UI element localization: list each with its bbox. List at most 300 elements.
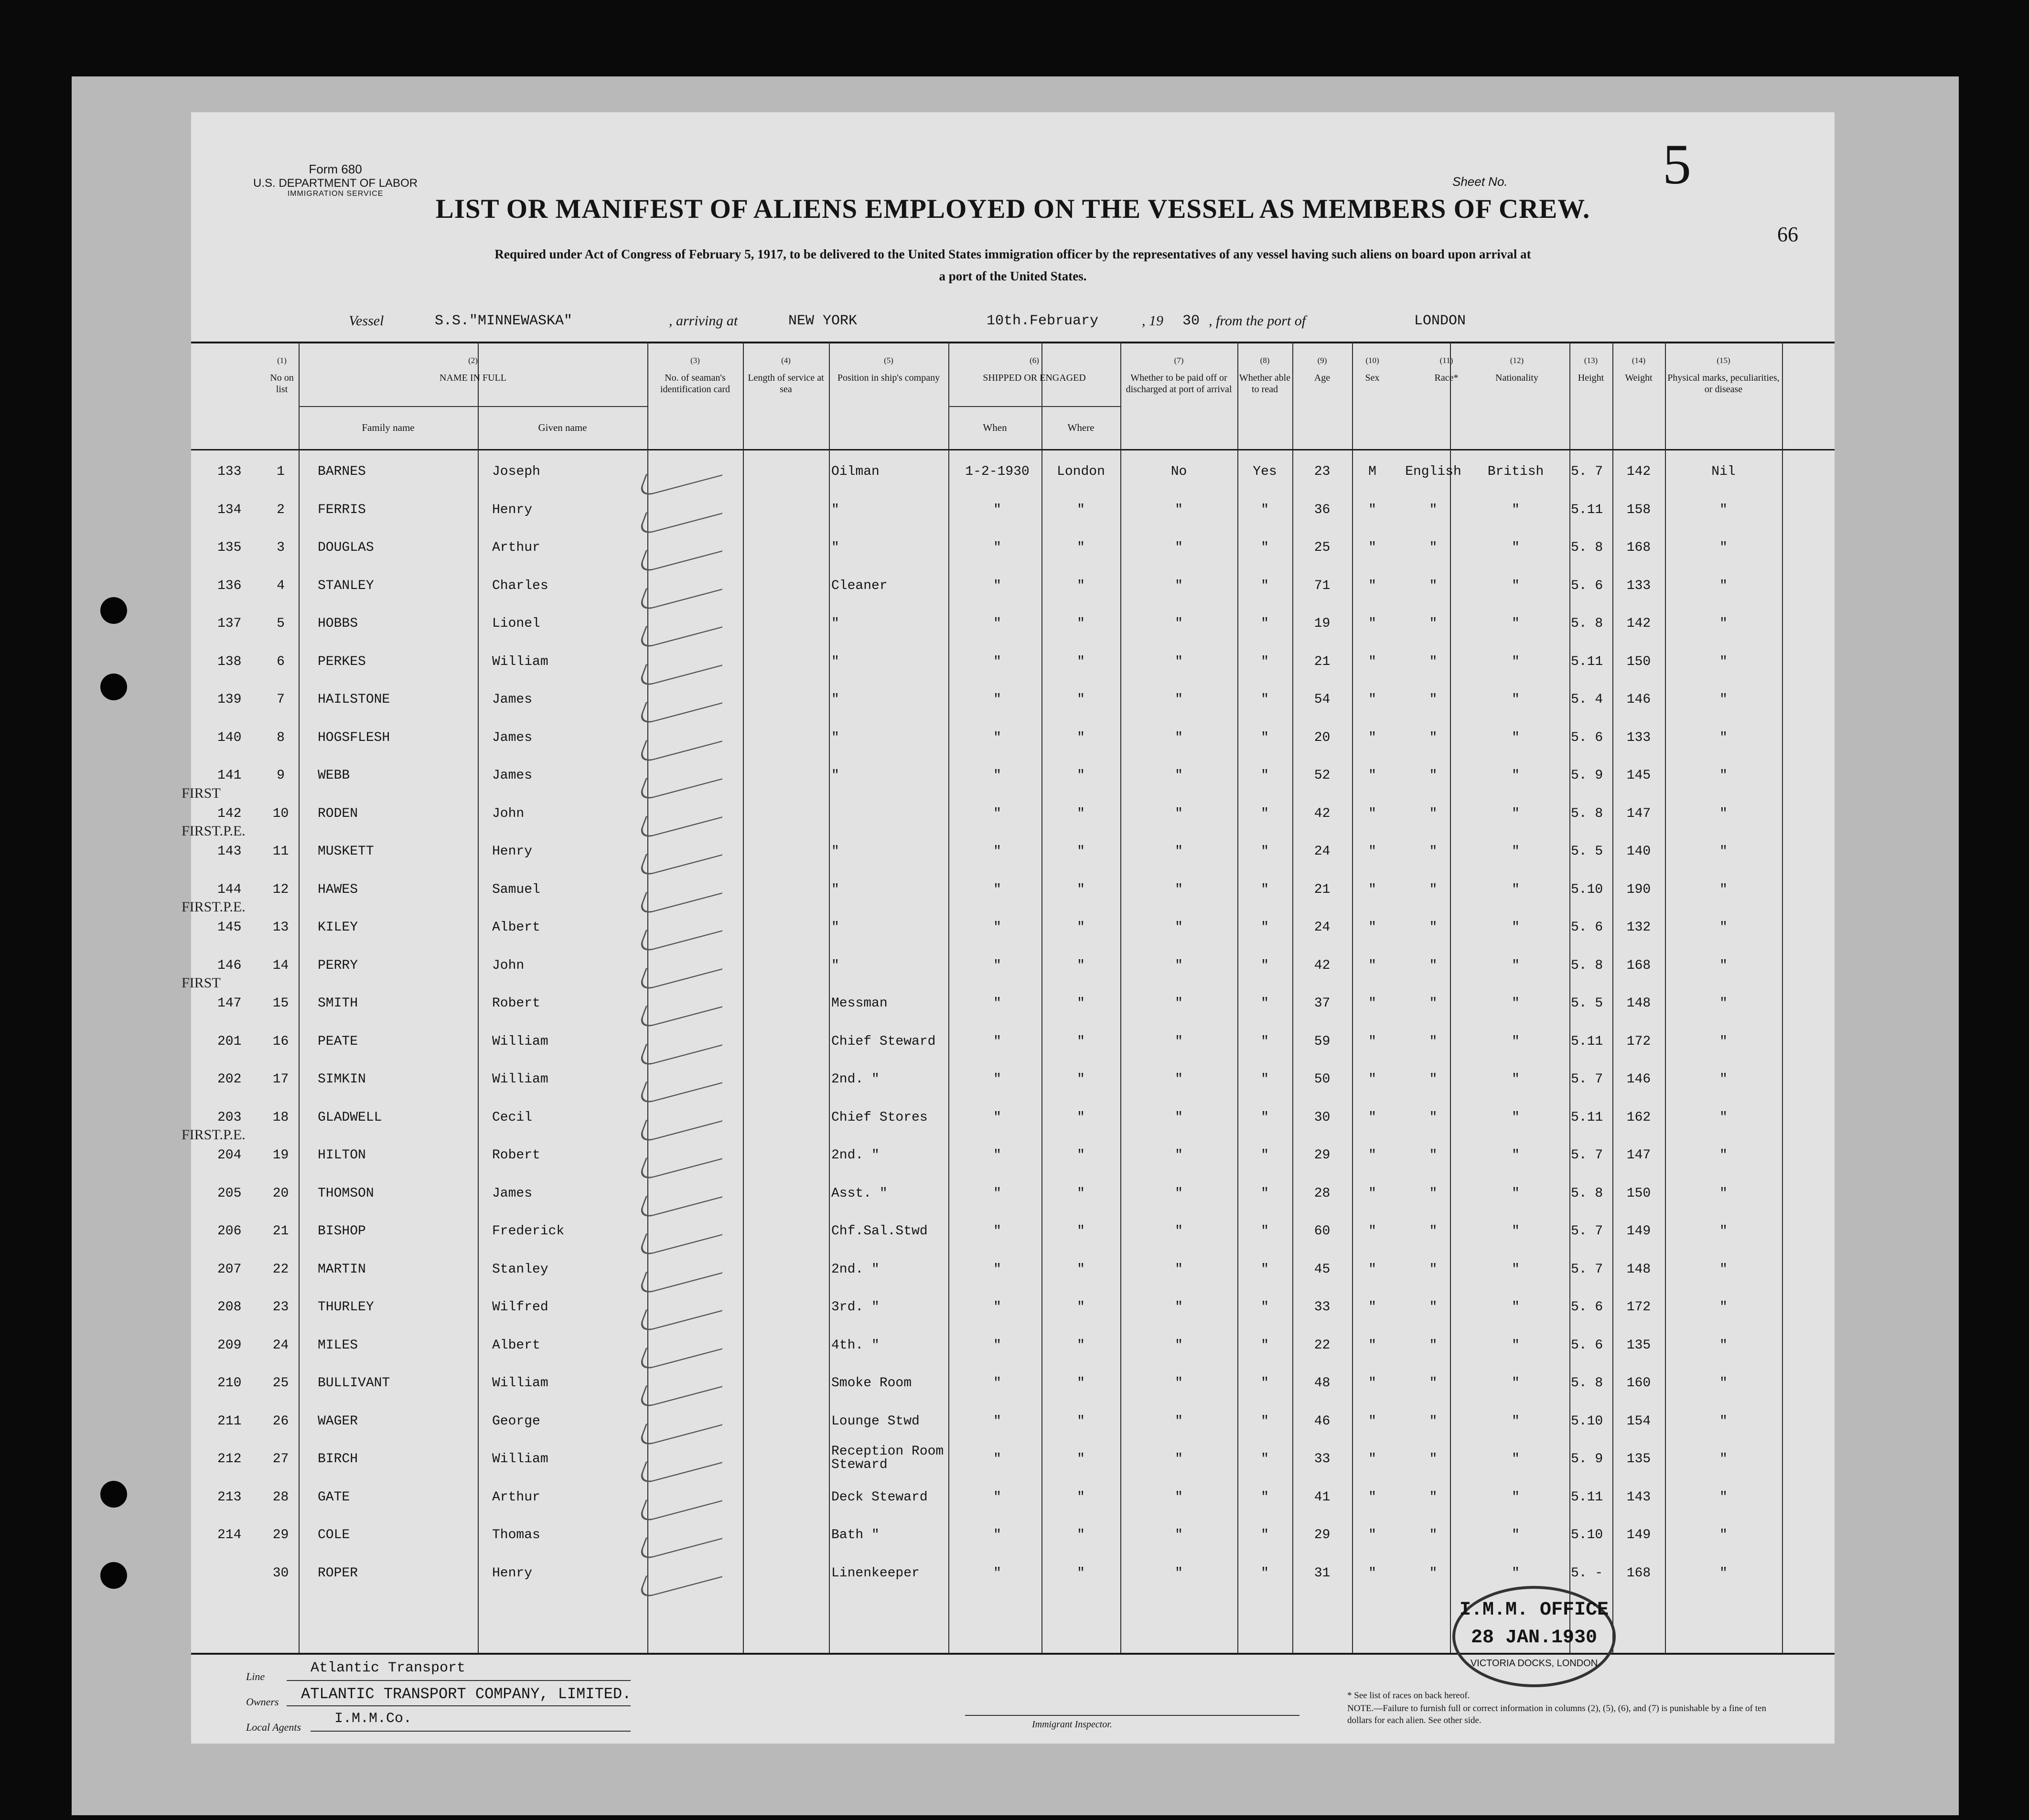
physical-marks: "	[1719, 1224, 1728, 1239]
position: "	[831, 616, 839, 631]
weight: 168	[1626, 540, 1651, 555]
family-name: SIMKIN	[318, 1072, 366, 1087]
table-row	[191, 1061, 1835, 1100]
nationality: "	[1512, 1376, 1520, 1391]
height: 5.11	[1571, 1034, 1603, 1049]
weight: 160	[1626, 1376, 1651, 1391]
given-name: William	[492, 1072, 548, 1087]
table-row	[191, 530, 1835, 568]
list-number: 22	[272, 1262, 289, 1277]
shipped-when: "	[993, 1034, 1001, 1049]
col-head-weight	[1612, 356, 1665, 384]
nationality: "	[1512, 1224, 1520, 1239]
given-name: Albert	[492, 1338, 540, 1353]
col-num: (5)	[884, 356, 893, 365]
table-row	[191, 1289, 1835, 1328]
shipped-when: "	[993, 1565, 1001, 1581]
col-label: SHIPPED OR ENGAGED	[983, 373, 1086, 384]
binder-hole	[100, 597, 127, 624]
ref-number: 141	[217, 768, 242, 783]
sex: "	[1368, 1224, 1376, 1239]
table-row	[191, 1024, 1835, 1062]
paid-off: "	[1175, 958, 1183, 973]
col-label: Whether to be paid off or discharged at port of arrival	[1126, 373, 1232, 395]
shipped-when: "	[993, 1489, 1001, 1505]
height: 5. 9	[1571, 1452, 1603, 1467]
where-head: Where	[1067, 422, 1095, 433]
able-to-read: "	[1261, 920, 1269, 935]
paid-off: "	[1175, 1110, 1183, 1125]
height: 5. 7	[1571, 1224, 1603, 1239]
list-number: 7	[277, 692, 285, 707]
ref-number: 133	[217, 464, 242, 479]
table-row	[191, 910, 1835, 948]
shipped-when: "	[993, 578, 1001, 593]
ref-number: 136	[217, 578, 242, 593]
weight: 168	[1626, 1565, 1651, 1581]
nationality: "	[1512, 1034, 1520, 1049]
col-num: (1)	[277, 356, 287, 365]
age: 28	[1314, 1186, 1331, 1201]
age: 54	[1314, 692, 1331, 707]
col-num: (4)	[781, 356, 791, 365]
table-row	[191, 1328, 1835, 1366]
weight: 142	[1626, 464, 1651, 479]
race: "	[1429, 1224, 1438, 1239]
ref-number: 203	[217, 1110, 242, 1125]
age: 25	[1314, 540, 1331, 555]
col-num: (15)	[1717, 356, 1730, 365]
able-to-read: "	[1261, 1489, 1269, 1505]
physical-marks: "	[1719, 920, 1728, 935]
shipped-where: "	[1077, 1072, 1085, 1087]
family-name: WAGER	[318, 1413, 358, 1429]
nationality: "	[1512, 768, 1520, 783]
physical-marks: "	[1719, 654, 1728, 669]
height: 5. 8	[1571, 958, 1603, 973]
subtitle	[191, 244, 1835, 288]
physical-marks: "	[1719, 1376, 1728, 1391]
shipped-when: "	[993, 502, 1001, 517]
weight: 172	[1626, 1034, 1651, 1049]
crew-table	[182, 342, 1835, 1653]
list-number: 29	[272, 1528, 289, 1542]
table-row	[191, 682, 1835, 720]
list-number: 16	[272, 1034, 289, 1049]
sex: "	[1368, 958, 1376, 973]
position: "	[831, 540, 839, 555]
able-to-read: "	[1261, 1565, 1269, 1581]
height: 5. 8	[1571, 806, 1603, 821]
shipped-where: "	[1077, 1148, 1085, 1163]
col-label: No on list	[270, 373, 294, 395]
nationality: "	[1512, 1262, 1520, 1277]
shipped-when: "	[993, 1300, 1001, 1315]
line-underline	[287, 1680, 631, 1681]
shipped-where: "	[1077, 578, 1085, 593]
paid-off: "	[1175, 578, 1183, 593]
given-name: James	[492, 768, 533, 783]
age: 60	[1314, 1224, 1331, 1239]
age: 21	[1314, 882, 1331, 897]
height: 5. 8	[1571, 540, 1603, 555]
family-name-head: Family name	[362, 422, 415, 433]
paid-off: No	[1170, 464, 1187, 479]
shipped-when: "	[993, 806, 1001, 821]
family-name: BISHOP	[318, 1224, 366, 1239]
table-row	[191, 1403, 1835, 1442]
table-row	[191, 872, 1835, 910]
paid-off: "	[1175, 1224, 1183, 1239]
col-head-no	[265, 356, 299, 395]
table-row	[191, 834, 1835, 872]
weight: 145	[1626, 768, 1651, 783]
position: Reception Room Steward	[831, 1444, 944, 1472]
able-to-read: "	[1261, 654, 1269, 669]
paid-off: "	[1175, 920, 1183, 935]
shipped-when: "	[993, 692, 1001, 707]
shipped-when: "	[993, 996, 1001, 1011]
weight: 143	[1626, 1489, 1651, 1505]
paid-off: "	[1175, 1300, 1183, 1315]
age: 42	[1314, 958, 1331, 973]
shipped-where: "	[1077, 692, 1085, 707]
col-num: (11)	[1439, 356, 1453, 365]
sex: "	[1368, 1413, 1376, 1429]
race: "	[1429, 1034, 1438, 1049]
list-number: 12	[272, 882, 289, 897]
col-label: No. of seaman's identification card	[660, 373, 730, 395]
weight: 158	[1626, 502, 1651, 517]
table-row	[191, 1100, 1835, 1138]
paid-off: "	[1175, 768, 1183, 783]
col-num: (10)	[1365, 356, 1379, 365]
list-number: 19	[272, 1148, 289, 1163]
weight: 172	[1626, 1300, 1651, 1315]
table-row	[191, 758, 1835, 796]
family-name: HAWES	[318, 882, 358, 897]
margin-note: FIRST.P.E.	[182, 823, 246, 839]
shipped-when: "	[993, 1186, 1001, 1201]
list-number: 4	[277, 578, 285, 593]
weight: 149	[1626, 1528, 1651, 1542]
able-to-read: "	[1261, 1452, 1269, 1467]
vessel-label: Vessel	[349, 313, 384, 329]
col-head-position	[829, 356, 948, 384]
col-head-nationality	[1464, 356, 1569, 384]
sex: "	[1368, 882, 1376, 897]
shipped-when: "	[993, 730, 1001, 745]
form-number: Form 680	[309, 162, 362, 176]
physical-marks: "	[1719, 1034, 1728, 1049]
race: "	[1429, 1186, 1438, 1201]
sex: "	[1368, 654, 1376, 669]
margin-note: FIRST.P.E.	[182, 1127, 246, 1143]
given-name: Thomas	[492, 1528, 540, 1542]
family-name: PEATE	[318, 1034, 358, 1049]
col-num: (6)	[1030, 356, 1039, 365]
race: "	[1429, 1376, 1438, 1391]
given-name: Wilfred	[492, 1300, 548, 1315]
vessel-name: S.S."MINNEWASKA"	[435, 313, 573, 329]
age: 21	[1314, 654, 1331, 669]
col-label: Position in ship's company	[837, 373, 940, 384]
able-to-read: "	[1261, 1110, 1269, 1125]
margin-note: FIRST	[182, 785, 221, 801]
paid-off: "	[1175, 996, 1183, 1011]
list-number: 26	[272, 1413, 289, 1429]
col-num: (7)	[1174, 356, 1184, 365]
weight: 162	[1626, 1110, 1651, 1125]
weight: 147	[1626, 806, 1651, 821]
ref-number: 202	[217, 1072, 242, 1087]
subtitle-line-1: Required under Act of Congress of February 5, 1917, to be delivered to the United States immigration officer by the representatives of any vessel having such aliens on board upon arrival at	[494, 247, 1531, 261]
weight: 133	[1626, 730, 1651, 745]
shipped-where: "	[1077, 1528, 1085, 1542]
age: 29	[1314, 1528, 1331, 1542]
shipped-where: "	[1077, 1489, 1085, 1505]
agents-label: Local Agents	[246, 1721, 301, 1733]
from-port: LONDON	[1414, 313, 1466, 329]
able-to-read: "	[1261, 1528, 1269, 1542]
age: 33	[1314, 1452, 1331, 1467]
nationality: "	[1512, 578, 1520, 593]
age: 33	[1314, 1300, 1331, 1315]
family-name: MUSKETT	[318, 844, 374, 859]
sex: "	[1368, 1489, 1376, 1505]
paid-off: "	[1175, 1376, 1183, 1391]
table-row	[191, 1176, 1835, 1214]
given-name: James	[492, 1186, 533, 1201]
col-num: (9)	[1317, 356, 1327, 365]
nationality: "	[1512, 958, 1520, 973]
position: Messman	[831, 996, 888, 1011]
shipped-when: "	[993, 616, 1001, 631]
nationality: British	[1487, 464, 1544, 479]
ref-number: 139	[217, 692, 242, 707]
nationality: "	[1512, 1489, 1520, 1505]
nationality: "	[1512, 1300, 1520, 1315]
family-name: BIRCH	[318, 1452, 358, 1467]
family-name: STANLEY	[318, 578, 374, 593]
binder-hole	[100, 1562, 127, 1589]
shipped-when: "	[993, 540, 1001, 555]
sex: "	[1368, 996, 1376, 1011]
line-label: Line	[246, 1670, 265, 1682]
family-name: GATE	[318, 1489, 350, 1505]
list-number: 15	[272, 996, 289, 1011]
race: "	[1429, 958, 1438, 973]
given-name: John	[492, 806, 525, 821]
age: 71	[1314, 578, 1331, 593]
position: 4th. "	[831, 1338, 880, 1353]
weight: 147	[1626, 1148, 1651, 1163]
shipped-when: "	[993, 844, 1001, 859]
age: 37	[1314, 996, 1331, 1011]
paid-off: "	[1175, 616, 1183, 631]
paid-off: "	[1175, 502, 1183, 517]
position: Asst. "	[831, 1186, 888, 1201]
sex: "	[1368, 1262, 1376, 1277]
list-number: 9	[277, 768, 285, 783]
col-head-shipped	[948, 356, 1120, 384]
position: "	[831, 730, 839, 745]
col-label: Weight	[1625, 373, 1653, 384]
family-name: FERRIS	[318, 502, 366, 517]
family-name: THOMSON	[318, 1186, 374, 1201]
age: 48	[1314, 1376, 1331, 1391]
family-name: HAILSTONE	[318, 692, 390, 707]
race: "	[1429, 1338, 1438, 1353]
col-label: Nationality	[1495, 373, 1538, 384]
col-head-service	[743, 356, 829, 395]
arriving-label: , arriving at	[669, 313, 738, 329]
shipped-where: "	[1077, 1565, 1085, 1581]
weight: 148	[1626, 1262, 1651, 1277]
ref-number: 134	[217, 502, 242, 517]
position: 2nd. "	[831, 1262, 880, 1277]
margin-note: FIRST	[182, 975, 221, 991]
position: Bath "	[831, 1528, 880, 1542]
from-label: , from the port of	[1209, 313, 1306, 329]
subtitle-line-2: a port of the United States.	[939, 268, 1087, 283]
given-name: William	[492, 654, 548, 669]
table-row	[191, 948, 1835, 986]
race: "	[1429, 920, 1438, 935]
shipped-when: "	[993, 1224, 1001, 1239]
shipped-where: "	[1077, 768, 1085, 783]
when-head: When	[983, 422, 1007, 433]
able-to-read: "	[1261, 882, 1269, 897]
given-name: Frederick	[492, 1224, 565, 1239]
height: 5. 7	[1571, 464, 1603, 479]
physical-marks: "	[1719, 882, 1728, 897]
shipped-where: "	[1077, 996, 1085, 1011]
ref-number: 201	[217, 1034, 242, 1049]
able-to-read: "	[1261, 1224, 1269, 1239]
position: "	[831, 920, 839, 935]
arriving-port: NEW YORK	[788, 313, 858, 329]
family-name: MILES	[318, 1338, 358, 1353]
ref-number: 145	[217, 920, 242, 935]
table-row	[191, 1479, 1835, 1518]
shipped-where: "	[1077, 1338, 1085, 1353]
col-head-height	[1569, 356, 1612, 384]
race: "	[1429, 1565, 1438, 1581]
physical-marks: "	[1719, 1186, 1728, 1201]
family-name: SMITH	[318, 996, 358, 1011]
family-name: ROPER	[318, 1565, 358, 1581]
table-row	[191, 1252, 1835, 1290]
height: 5. 8	[1571, 1186, 1603, 1201]
weight: 142	[1626, 616, 1651, 631]
physical-marks: "	[1719, 1489, 1728, 1505]
family-name: BULLIVANT	[318, 1376, 390, 1391]
col-label: NAME IN FULL	[440, 373, 506, 384]
physical-marks: "	[1719, 806, 1728, 821]
height: 5. 7	[1571, 1262, 1603, 1277]
paid-off: "	[1175, 1413, 1183, 1429]
height: 5. 6	[1571, 1338, 1603, 1353]
sex: "	[1368, 844, 1376, 859]
margin-note: FIRST.P.E.	[182, 899, 246, 915]
col-label: Age	[1314, 373, 1331, 384]
weight: 149	[1626, 1224, 1651, 1239]
list-number: 30	[272, 1565, 289, 1581]
nationality: "	[1512, 654, 1520, 669]
sex: "	[1368, 1452, 1376, 1467]
race: "	[1429, 844, 1438, 859]
age: 20	[1314, 730, 1331, 745]
weight: 146	[1626, 1072, 1651, 1087]
family-name: GLADWELL	[318, 1110, 382, 1125]
height: 5. 7	[1571, 1072, 1603, 1087]
col-num: (2)	[468, 356, 478, 365]
shipped-where: "	[1077, 654, 1085, 669]
physical-marks: "	[1719, 1072, 1728, 1087]
sex: "	[1368, 768, 1376, 783]
sheet-number: 5	[1663, 132, 1691, 196]
year: 30	[1182, 313, 1200, 329]
able-to-read: "	[1261, 1034, 1269, 1049]
table-row	[191, 1137, 1835, 1176]
height: 5.11	[1571, 654, 1603, 669]
nationality: "	[1512, 1528, 1520, 1542]
shipped-when: "	[993, 882, 1001, 897]
race: "	[1429, 654, 1438, 669]
table-row	[191, 1441, 1835, 1479]
sex: "	[1368, 730, 1376, 745]
owners-underline	[287, 1705, 631, 1706]
col-label: Length of service at sea	[748, 373, 824, 395]
shipped-when: "	[993, 654, 1001, 669]
position: Cleaner	[831, 578, 888, 593]
nationality: "	[1512, 806, 1520, 821]
race: "	[1429, 1452, 1438, 1467]
given-name: George	[492, 1413, 540, 1429]
table-row	[191, 1213, 1835, 1252]
paid-off: "	[1175, 882, 1183, 897]
line-value: Atlantic Transport	[311, 1660, 466, 1676]
shipped-when: "	[993, 920, 1001, 935]
sex: "	[1368, 1072, 1376, 1087]
able-to-read: "	[1261, 1300, 1269, 1315]
stamp-line-3: VICTORIA DOCKS, LONDON	[1470, 1658, 1598, 1669]
ref-number: 206	[217, 1224, 242, 1239]
department: U.S. DEPARTMENT OF LABOR	[253, 176, 418, 190]
height: 5.10	[1571, 1528, 1603, 1542]
able-to-read: "	[1261, 806, 1269, 821]
height: 5. 9	[1571, 768, 1603, 783]
ref-number: 147	[217, 996, 242, 1011]
nationality: "	[1512, 920, 1520, 935]
shipped-where: "	[1077, 920, 1085, 935]
physical-marks: "	[1719, 540, 1728, 555]
physical-marks: Nil	[1711, 464, 1736, 479]
position: Chief Steward	[831, 1034, 936, 1049]
arrival-date: 10th.February	[987, 313, 1099, 329]
age: 31	[1314, 1565, 1331, 1581]
shipped-where: "	[1077, 882, 1085, 897]
given-name: Henry	[492, 1565, 533, 1581]
ref-number: 205	[217, 1186, 242, 1201]
height: 5. 8	[1571, 1376, 1603, 1391]
family-name: BARNES	[318, 464, 366, 479]
paid-off: "	[1175, 1186, 1183, 1201]
race: "	[1429, 616, 1438, 631]
shipped-when: "	[993, 768, 1001, 783]
sex: "	[1368, 578, 1376, 593]
